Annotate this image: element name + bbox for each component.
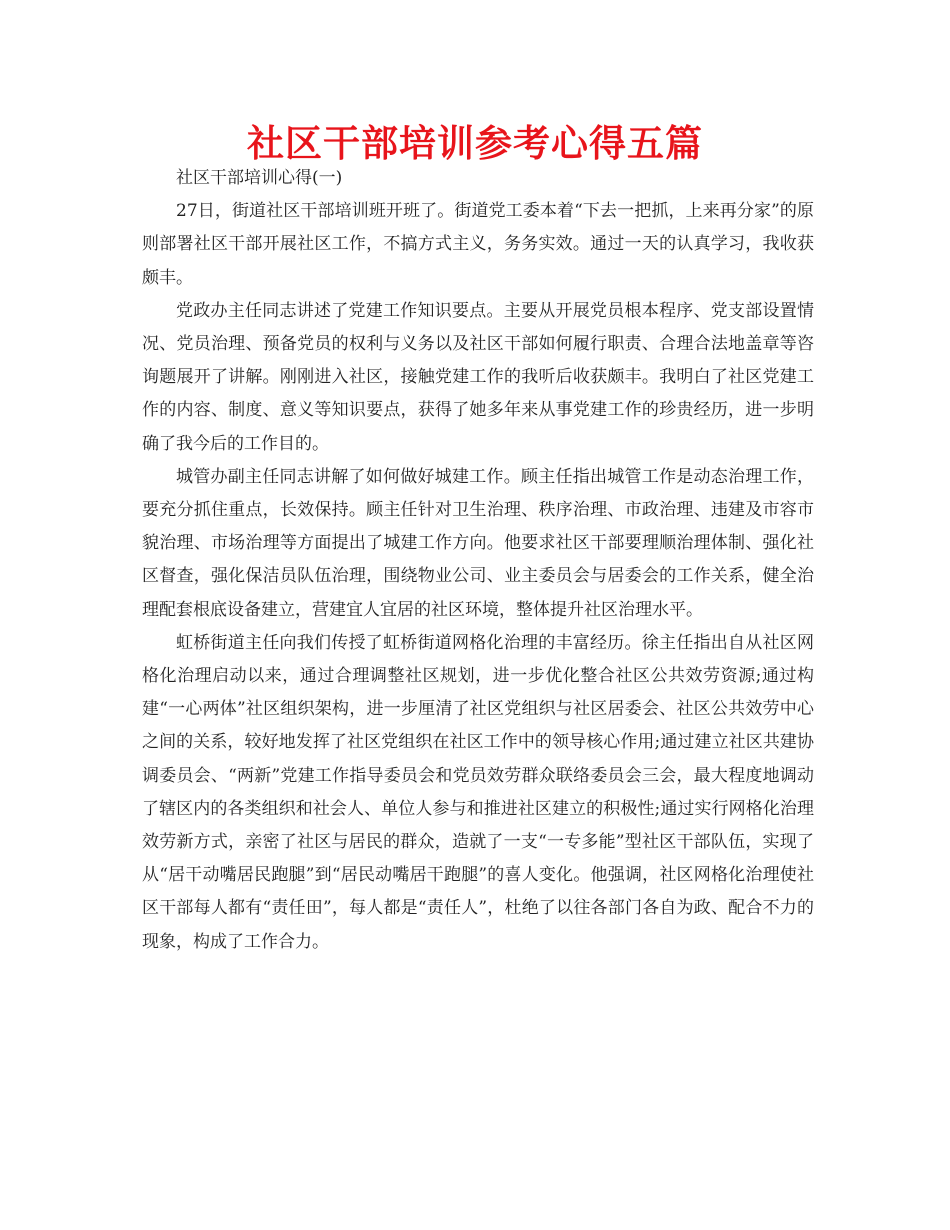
document-title: 社区干部培训参考心得五篇	[247, 122, 703, 165]
paragraph: 城管办副主任同志讲解了如何做好城建工作。顾主任指出城管工作是动态治理工作，要充分抓住重点，长效保持。顾主任针对卫生治理、秩序治理、市政治理、违建及市容市貌治理、市场治理等方面提出了城建工作方向。他要求社区干部要理顺治理体制、强化社区督查，强化保洁员队伍治理，围绕物业公司、业主委员会与居委会的工作关系，健全治理配套根底设备建立，营建宜人宜居的社区环境，整体提升社区治理水平。	[142, 466, 814, 620]
document-body	[142, 162, 814, 959]
section-heading: 社区干部培训心得(一)	[176, 168, 343, 188]
paragraph: 27日，街道社区干部培训班开班了。街道党工委本着“下去一把抓，上来再分家”的原则部署社区干部开展社区工作，不搞方式主义，务务实效。通过一天的认真学习，我收获颇丰。	[142, 201, 814, 288]
paragraph: 党政办主任同志讲述了党建工作知识要点。主要从开展党员根本程序、党支部设置情况、党员治理、预备党员的权利与义务以及社区干部如何履行职责、合理合法地盖章等咨询题展开了讲解。刚刚进入社区，接触党建工作的我听后收获颇丰。我明白了社区党建工作的内容、制度、意义等知识要点，获得了她多年来从事党建工作的珍贵经历，进一步明确了我今后的工作目的。	[142, 300, 814, 454]
paragraph: 虹桥街道主任向我们传授了虹桥街道网格化治理的丰富经历。徐主任指出自从社区网格化治理启动以来，通过合理调整社区规划，进一步优化整合社区公共效劳资源;通过构建“一心两体”社区组织架构，进一步厘清了社区党组织与社区居委会、社区公共效劳中心之间的关系，较好地发挥了社区党组织在社区工作中的领导核心作用;通过建立社区共建协调委员会、“两新”党建工作指导委员会和党员效劳群众联络委员会三会，最大程度地调动了辖区内的各类组织和社会人、单位人参与和推进社区建立的积极性;通过实行网格化治理效劳新方式，亲密了社区与居民的群众，造就了一支“一专多能”型社区干部队伍，实现了从“居干动嘴居民跑腿”到“居民动嘴居干跑腿”的喜人变化。他强调，社区网格化治理使社区干部每人都有“责任田”，每人都是“责任人”，杜绝了以往各部门各自为政、配合不力的现象，构成了工作合力。	[142, 632, 814, 952]
